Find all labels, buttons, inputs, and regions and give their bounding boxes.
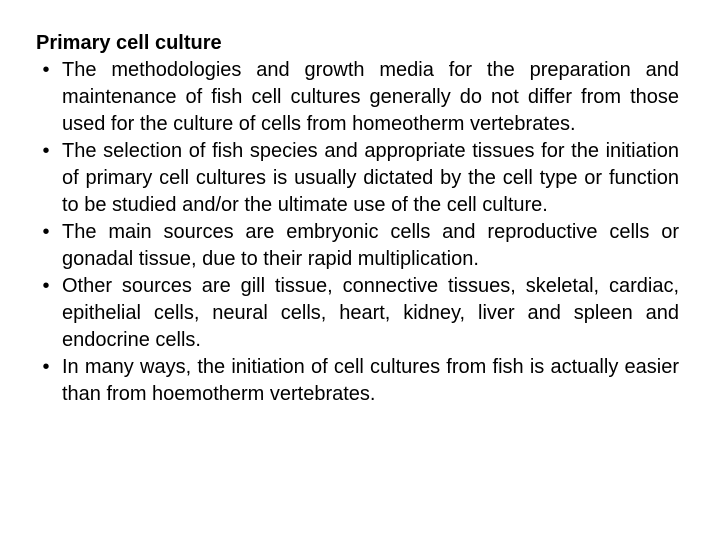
bullet-dot-icon: • xyxy=(42,59,50,81)
slide-content xyxy=(36,30,679,408)
bullet-text: The selection of fish species and appropriate tissues for the initiation of primary cell cultures is usually dictated by the cell type or function to be studied and/or the ultimate use of the cell culture. xyxy=(62,140,679,216)
bullet-dot-icon: • xyxy=(42,140,50,162)
bullet-item xyxy=(36,57,679,138)
bullet-text: The methodologies and growth media for the preparation and maintenance of fish cell cultures generally do not differ from those used for the culture of cells from homeotherm vertebrates. xyxy=(62,59,679,135)
bullet-dot-icon: • xyxy=(42,221,50,243)
bullet-text: The main sources are embryonic cells and reproductive cells or gonadal tissue, due to their rapid multiplication. xyxy=(62,221,679,270)
bullet-item xyxy=(36,354,679,408)
bullet-item xyxy=(36,273,679,354)
bullet-text: Other sources are gill tissue, connective tissues, skeletal, cardiac, epithelial cells, neural cells, heart, kidney, liver and spleen and endocrine cells. xyxy=(62,275,679,351)
bullet-text: In many ways, the initiation of cell cultures from fish is actually easier than from hoemotherm vertebrates. xyxy=(62,356,679,405)
bullet-dot-icon: • xyxy=(42,275,50,297)
bullet-item xyxy=(36,138,679,219)
bullet-list xyxy=(36,57,679,408)
bullet-item xyxy=(36,219,679,273)
slide-title: Primary cell culture xyxy=(36,32,222,54)
bullet-dot-icon: • xyxy=(42,356,50,378)
